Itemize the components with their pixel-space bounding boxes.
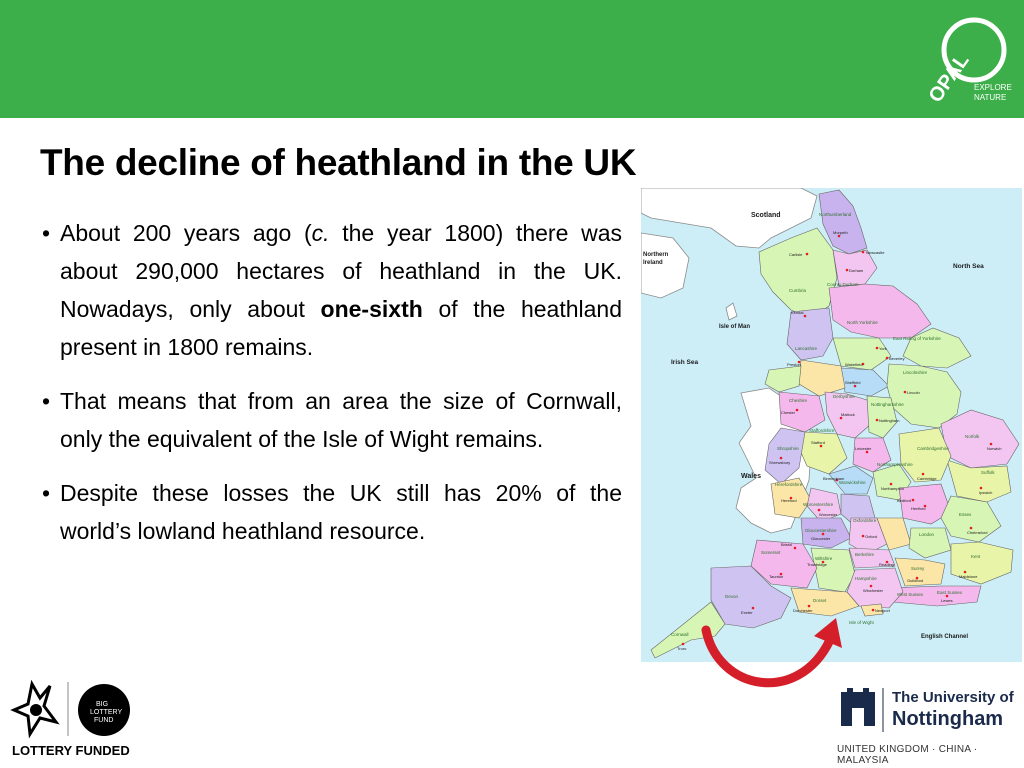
opal-tagline-2: NATURE: [974, 93, 1007, 102]
map-town-wakefield: Wakefield: [845, 362, 863, 367]
map-label-norfolk: Norfolk: [965, 434, 980, 439]
big-lottery-line-2: LOTTERY: [90, 709, 123, 716]
map-label-east-riding: East Riding of Yorkshire: [893, 336, 941, 341]
map-town-northampton: Northampton: [881, 486, 905, 491]
map-label-worcestershire: Worcestershire: [803, 502, 834, 507]
big-lottery-line-1: BIG: [96, 701, 109, 708]
map-town-stafford: Stafford: [811, 440, 825, 445]
map-town-reading: Reading: [879, 562, 894, 567]
map-town-exeter: Exeter: [741, 610, 753, 615]
county-wiltshire: [811, 548, 855, 592]
map-town-sheffield: Sheffield: [845, 380, 861, 385]
map-label-northamptonshire: Northamptonshire: [877, 462, 913, 467]
map-town-lincoln: Lincoln: [907, 390, 920, 395]
map-town-carlisle: Carlisle: [789, 252, 803, 257]
map-town-winchester: Winchester: [863, 588, 884, 593]
map-label-wales: Wales: [741, 473, 761, 480]
map-label-kent: Kent: [971, 554, 981, 559]
map-town-bedford: Bedford: [897, 498, 912, 503]
england-counties-map: [641, 188, 1022, 662]
bullet-list: [42, 214, 622, 566]
map-town-chester: Chester: [781, 410, 796, 415]
map-label-west-sussex: West Sussex: [897, 592, 924, 597]
map-label-english-channel: English Channel: [921, 634, 969, 640]
university-name: [892, 688, 1014, 731]
map-label-cheshire: Cheshire: [789, 398, 808, 403]
national-lottery-crossed-fingers-icon: [14, 684, 56, 734]
university-line-2: Nottingham: [892, 708, 1004, 730]
map-town-matlock: Matlock: [841, 412, 855, 417]
map-town-ipswich: Ipswich: [979, 490, 993, 495]
map-town-durham: Durham: [849, 268, 864, 273]
map-town-taunton: Taunton: [769, 574, 784, 579]
map-town-morpeth: Morpeth: [833, 230, 848, 235]
map-label-cambridgeshire: Cambridgeshire: [917, 446, 949, 451]
map-label-northumberland: Northumberland: [819, 212, 852, 217]
map-label-berkshire: Berkshire: [855, 552, 875, 557]
opal-logo: [916, 12, 1016, 108]
university-line-1: The University of: [892, 689, 1014, 706]
bullet-text-mid: the year 1800) there was about 290,000 hectares of heathland in the UK. Nowadays, only about: [60, 220, 622, 322]
header-banner: [0, 0, 1024, 118]
big-lottery-line-3: FUND: [94, 717, 114, 724]
map-town-birmingham: Birmingham: [823, 476, 845, 481]
university-locations: UNITED KINGDOM · CHINA · MALAYSIA: [837, 744, 978, 766]
map-label-east-sussex: East Sussex: [937, 590, 963, 595]
map-label-northern-ireland-1: Northern: [643, 252, 669, 258]
map-town-worcester: Worcester: [819, 512, 838, 517]
map-town-hereford: Hereford: [781, 498, 797, 503]
comparison-arrow: [688, 610, 848, 710]
bullet-item: • That means that from an area the size of Cornwall, only the equivalent of the Isle of Wight remains.: [42, 382, 622, 458]
map-label-staffordshire: Staffordshire: [809, 428, 835, 433]
bullet-item: [42, 214, 622, 366]
county-gloucestershire: [801, 518, 851, 548]
map-label-north-sea: North Sea: [953, 263, 984, 270]
slide-title: The decline of heathland in the UK: [40, 142, 637, 183]
map-label-somerset: Somerset: [761, 550, 781, 555]
map-town-bristol: Bristol: [781, 542, 793, 547]
map-town-guildford: Guildford: [907, 578, 924, 583]
bullet-item: • Despite these losses the UK still has 20% of the world’s lowland heathland resource.: [42, 474, 622, 550]
map-label-cornwall: Cornwall: [671, 632, 689, 637]
county-essex: [941, 496, 1001, 542]
map-town-truro: Truro: [677, 646, 687, 651]
map-town-newport: Newport: [875, 608, 890, 613]
map-town-chelmsford: Chelmsford: [967, 530, 988, 535]
county-lancashire: [787, 308, 833, 360]
isle-of-man-land: [726, 303, 737, 320]
map-label-devon: Devon: [725, 594, 739, 599]
map-town-oxford: Oxford: [865, 534, 878, 539]
map-town-beverley: Beverley: [889, 356, 905, 361]
bullet-text-italic: c.: [311, 220, 330, 246]
map-label-lancashire: Lancashire: [795, 346, 818, 351]
map-label-oxfordshire: Oxfordshire: [853, 518, 877, 523]
county-greater-manchester: [799, 360, 845, 396]
map-label-wiltshire: Wiltshire: [815, 556, 833, 561]
map-label-gloucestershire: Gloucestershire: [805, 528, 837, 533]
opal-tagline-1: EXPLORE: [974, 83, 1012, 92]
map-town-cambridge: Cambridge: [917, 476, 937, 481]
map-label-isle-of-wight: Isle of Wight: [849, 620, 874, 625]
county-cumbria: [759, 228, 837, 318]
lottery-funded-label: LOTTERY FUNDED: [12, 743, 130, 758]
map-label-herefordshire: Herefordshire: [775, 482, 803, 487]
map-town-maidstone: Maidstone: [959, 574, 978, 579]
map-town-newcastle: Newcastle: [866, 250, 885, 255]
map-town-york: York: [879, 346, 887, 351]
county-norfolk: [941, 410, 1019, 468]
map-label-shropshire: Shropshire: [777, 446, 799, 451]
map-town-nottingham: Nottingham: [879, 418, 900, 423]
map-label-suffolk: Suffolk: [981, 470, 995, 475]
bullet-text-bold: one-sixth: [320, 296, 423, 322]
map-town-dorchester: Dorchester: [793, 608, 813, 613]
map-town-kendal: Kendal: [791, 310, 804, 315]
map-town-trowbridge: Trowbridge: [807, 562, 827, 567]
map-label-north-yorkshire: North Yorkshire: [847, 320, 878, 325]
map-label-county-durham: County Durham: [827, 282, 859, 287]
map-town-preston: Preston: [787, 362, 801, 367]
map-town-lewes: Lewes: [941, 598, 953, 603]
bullet-text-pre: About 200 years ago (: [60, 220, 312, 246]
map-label-irish-sea: Irish Sea: [671, 359, 699, 366]
map-town-gloucester: Gloucester: [811, 536, 831, 541]
map-label-lincolnshire: Lincolnshire: [903, 370, 928, 375]
map-label-dorset: Dorset: [813, 598, 827, 603]
map-label-hampshire: Hampshire: [855, 576, 877, 581]
map-label-isle-of-man: Isle of Man: [719, 324, 751, 330]
map-label-warwickshire: Warwickshire: [839, 480, 866, 485]
map-label-nottinghamshire: Nottinghamshire: [871, 402, 904, 407]
map-label-cumbria: Cumbria: [789, 288, 807, 293]
opal-brand: OPAL: [924, 49, 974, 107]
bullet-text-post: of the heathland present in 1800 remains.: [60, 296, 622, 360]
map-label-scotland: Scotland: [751, 212, 781, 219]
map-label-essex: Essex: [959, 512, 972, 517]
map-label-surrey: Surrey: [911, 566, 925, 571]
map-label-london: London: [919, 532, 935, 537]
map-label-derbyshire: Derbyshire: [833, 394, 855, 399]
map-label-northern-ireland-2: Ireland: [643, 260, 663, 266]
county-merseyside: [765, 366, 801, 392]
county-north-yorkshire: [829, 284, 931, 338]
map-town-leicester: Leicester: [855, 446, 872, 451]
map-town-norwich: Norwich: [987, 446, 1002, 451]
map-town-shrewsbury: Shrewsbury: [769, 460, 791, 465]
map-town-hertford: Hertford: [911, 506, 926, 511]
